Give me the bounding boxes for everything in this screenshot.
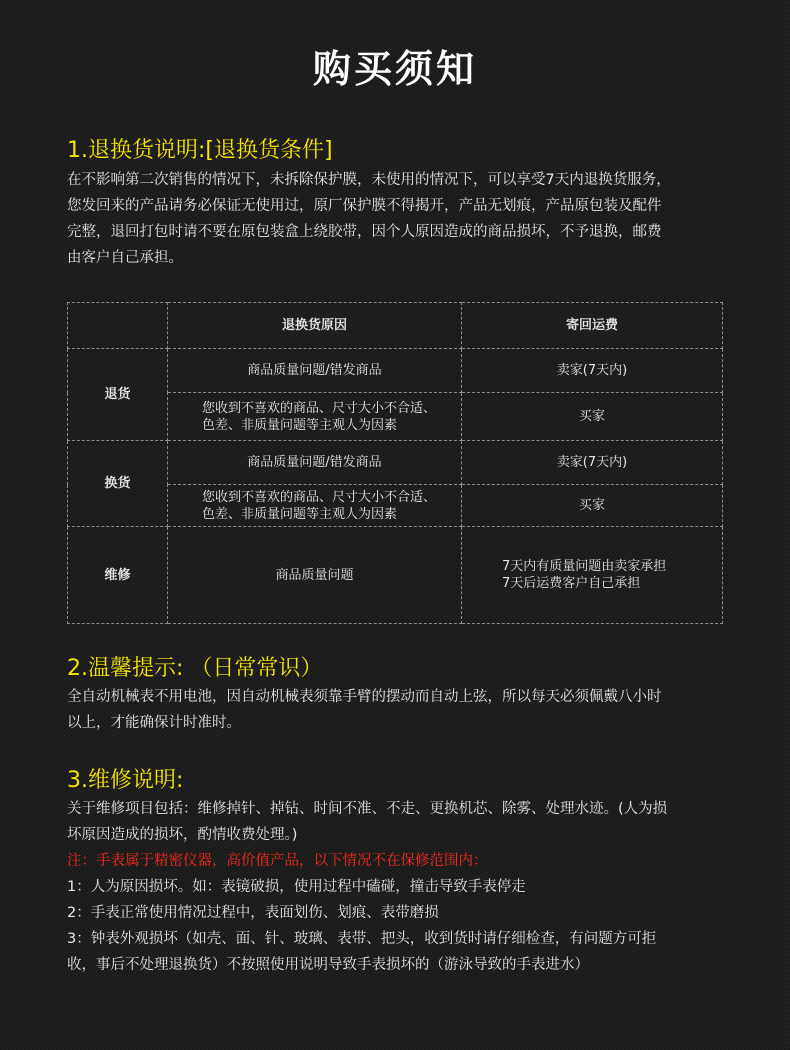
warranty-warning: 注：手表属于精密仪器，高价值产品，以下情况不在保修范围内： (67, 853, 488, 869)
fee-cell (462, 349, 723, 393)
exclusion-item: 3：钟表外观损坏（如壳、面、针、玻璃、表带、把头，收到货时请仔细检查，有问题方可拒 (67, 931, 657, 947)
section3-text (67, 796, 727, 978)
exclusion-item: 2：手表正常使用情况过程中，表面划伤、划痕、表带磨损 (67, 905, 439, 921)
row-label-repair: 维修 (68, 527, 168, 624)
reason-line: 您收到不喜欢的商品、尺寸大小不合适、 (202, 489, 437, 505)
fee-line: 7天内有质量问题由卖家承担 (502, 559, 667, 574)
header-reason: 退换货原因 (168, 303, 462, 349)
reason-line: 商品质量问题 (275, 567, 354, 583)
section2-heading: 2.温馨提示: （日常常识） (67, 656, 323, 681)
section1-line: 完整，退回打包时请不要在原包装盒上绕胶带，因个人原因造成的商品损坏，不予退换，邮费 (67, 224, 662, 240)
table-corner-cell (68, 303, 168, 349)
section2-line: 全自动机械表不用电池，因自动机械表须靠手臂的摆动而自动上弦，所以每天必须佩戴八小时 (67, 689, 662, 705)
fee-line: 买家 (578, 409, 605, 424)
section2-line: 以上，才能确保计时准时。 (67, 715, 241, 731)
fee-line: 卖家(7天内) (556, 455, 628, 470)
row-label-exchange: 换货 (68, 441, 168, 527)
section1-heading: 1.退换货说明:[退换货条件] (67, 138, 333, 163)
exclusion-item: 收，事后不处理退换货）不按照使用说明导致手表损坏的（游泳导致的手表进水） (67, 957, 589, 973)
row-label-return: 退货 (68, 349, 168, 441)
exclusion-item: 1：人为原因损坏。如：表镜破损，使用过程中磕碰，撞击导致手表停走 (67, 879, 526, 895)
reason-line: 商品质量问题/错发商品 (247, 455, 382, 470)
reason-cell (168, 393, 462, 441)
return-policy-table (67, 302, 723, 624)
section1-line: 在不影响第二次销售的情况下，未拆除保护膜，未使用的情况下，可以享受7天内退换货服务， (67, 172, 671, 188)
fee-line: 7天后运费客户自己承担 (502, 576, 641, 591)
section3-line: 关于维修项目包括：维修掉针、掉钻、时间不准、不走、更换机芯、除雾、处理水迹。(人为损 (67, 801, 668, 817)
table-row (68, 349, 723, 393)
section3-heading: 3.维修说明: (67, 768, 184, 793)
section3-line: 坏原因造成的损坏，酌情收费处理。) (67, 827, 298, 843)
fee-cell (462, 527, 723, 624)
section1-text (67, 167, 727, 271)
fee-line: 买家 (578, 498, 605, 513)
reason-cell (168, 349, 462, 393)
reason-cell (168, 485, 462, 527)
fee-cell (462, 393, 723, 441)
reason-line: 商品质量问题/错发商品 (247, 363, 382, 378)
reason-line: 色差、非质量问题等主观人为因素 (202, 506, 398, 522)
reason-line: 您收到不喜欢的商品、尺寸大小不合适、 (202, 400, 437, 416)
page-title: 购买须知 (312, 47, 477, 91)
table-header-row (68, 303, 723, 349)
section2-text (67, 684, 727, 736)
reason-cell (168, 441, 462, 485)
section1-line: 您发回来的产品请务必保证无使用过，原厂保护膜不得揭开，产品无划痕，产品原包装及配件 (67, 198, 662, 214)
section1-line: 由客户自己承担。 (67, 250, 183, 266)
table-row (68, 527, 723, 624)
fee-cell (462, 485, 723, 527)
fee-line: 卖家(7天内) (556, 363, 628, 378)
header-shipping-fee: 寄回运费 (462, 303, 723, 349)
reason-line: 色差、非质量问题等主观人为因素 (202, 417, 398, 433)
reason-cell (168, 527, 462, 624)
fee-cell (462, 441, 723, 485)
table-row (68, 441, 723, 485)
